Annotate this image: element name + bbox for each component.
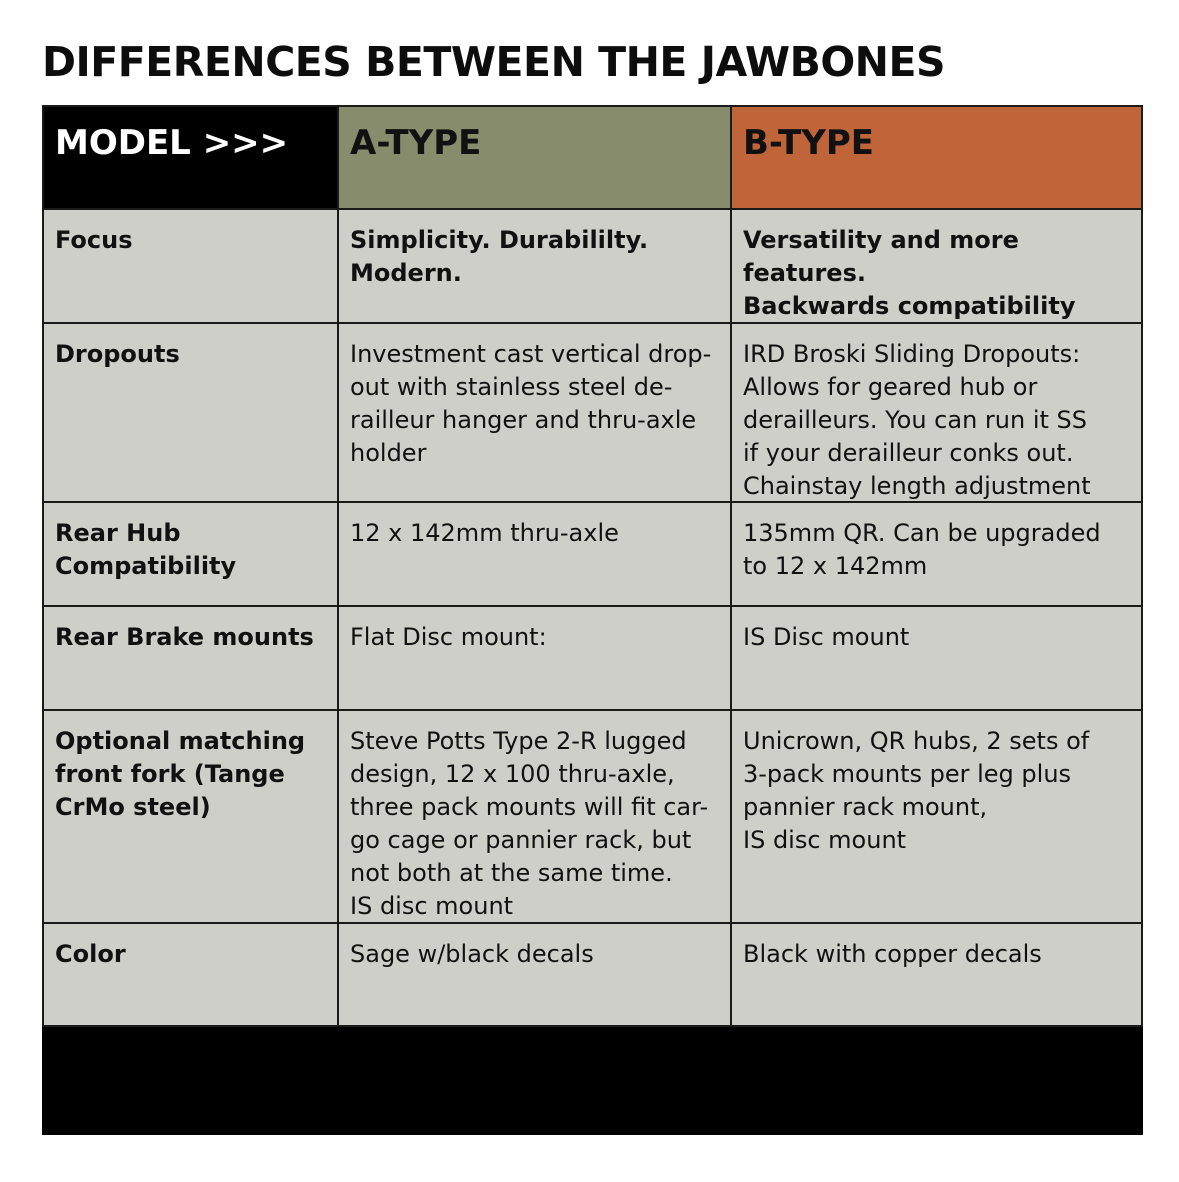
row-label-front-fork: Optional matching front fork (Tange CrMo steel) [42, 711, 339, 924]
cell-focus-a-type: Simplicity. Durabililty. Modern. [339, 210, 732, 324]
cell-dropouts-a-type: Investment cast vertical drop- out with stainless steel de- railleur hanger and thru-axle holder [339, 324, 732, 503]
cell-dropouts-b-type: IRD Broski Sliding Dropouts: Allows for geared hub or derailleurs. You can run it SS if your derailleur conks out. Chainstay length adjustment [732, 324, 1143, 503]
header-a-type: A-TYPE [339, 105, 732, 210]
header-model: MODEL >>> [42, 105, 339, 210]
cell-focus-b-type: Versatility and more features. Backwards compatibility [732, 210, 1143, 324]
row-label-color: Color [42, 924, 339, 1027]
page-title: DIFFERENCES BETWEEN THE JAWBONES [42, 38, 946, 86]
row-label-rear-brake: Rear Brake mounts [42, 607, 339, 711]
cell-rear-hub-b-type: 135mm QR. Can be upgraded to 12 x 142mm [732, 503, 1143, 607]
cell-front-fork-a-type: Steve Potts Type 2-R lugged design, 12 x 100 thru-axle, three pack mounts will fit car- go cage or pannier rack, but not both at the same time. IS disc mount [339, 711, 732, 924]
row-label-focus: Focus [42, 210, 339, 324]
row-label-rear-hub: Rear Hub Compatibility [42, 503, 339, 607]
cell-rear-brake-b-type: IS Disc mount [732, 607, 1143, 711]
row-label-dropouts: Dropouts [42, 324, 339, 503]
comparison-grid [42, 105, 1143, 1027]
cell-front-fork-b-type: Unicrown, QR hubs, 2 sets of 3-pack mounts per leg plus pannier rack mount, IS disc mount [732, 711, 1143, 924]
cell-rear-hub-a-type: 12 x 142mm thru-axle [339, 503, 732, 607]
cell-rear-brake-a-type: Flat Disc mount: [339, 607, 732, 711]
header-b-type: B-TYPE [732, 105, 1143, 210]
cell-color-b-type: Black with copper decals [732, 924, 1143, 1027]
cell-color-a-type: Sage w/black decals [339, 924, 732, 1027]
comparison-table [42, 105, 1143, 1135]
